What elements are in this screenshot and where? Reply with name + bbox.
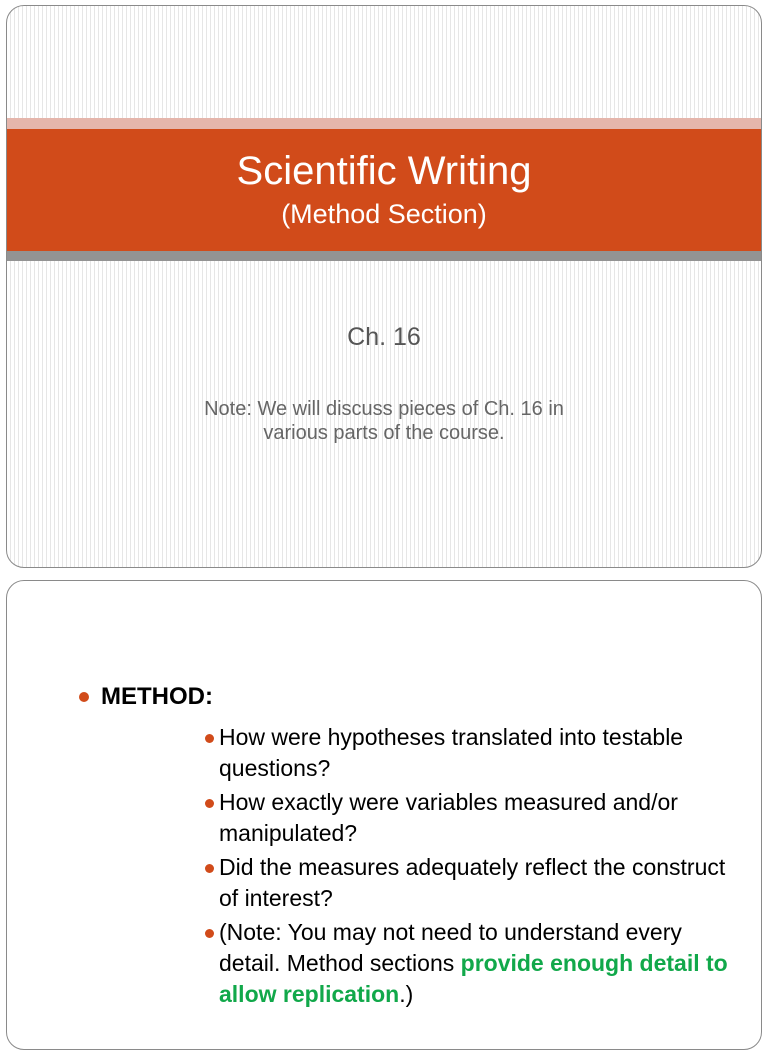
title-band-bottom-stripe xyxy=(7,251,761,261)
bullet-icon xyxy=(205,864,214,873)
method-heading-item xyxy=(7,681,761,1010)
bullet-icon xyxy=(205,734,214,743)
replication-highlight: provide enough detail to allow replication xyxy=(219,950,728,1007)
method-heading: METHOD: xyxy=(101,683,213,710)
chapter-label: Ch. 16 xyxy=(347,323,421,351)
title-slide xyxy=(6,5,762,568)
list-item-text-before: (Note: You may not need to understand every detail. Method sections xyxy=(219,919,682,976)
slide-title: Scientific Writing xyxy=(236,149,532,193)
course-note-line-2: various parts of the course. xyxy=(263,422,505,444)
title-band xyxy=(7,129,761,251)
method-slide xyxy=(6,580,762,1050)
bullet-list xyxy=(7,681,761,1013)
list-item xyxy=(101,722,761,784)
bullet-icon xyxy=(205,929,214,938)
list-item xyxy=(101,787,761,849)
title-band-top-stripe xyxy=(7,118,761,129)
list-item xyxy=(101,917,761,1010)
course-note-line-1: Note: We will discuss pieces of Ch. 16 in xyxy=(204,398,564,420)
list-item-text: How were hypotheses translated into testable questions? xyxy=(219,724,684,781)
bullet-icon xyxy=(79,692,89,702)
list-item-text: How exactly were variables measured and/or manipulated? xyxy=(219,789,678,846)
bullet-icon xyxy=(205,799,214,808)
method-sub-list xyxy=(101,722,761,1010)
list-item-text: Did the measures adequately reflect the construct of interest? xyxy=(219,854,726,911)
slide-subtitle: (Method Section) xyxy=(281,199,487,229)
list-item-text-after: .) xyxy=(399,981,414,1007)
list-item xyxy=(101,852,761,914)
course-note xyxy=(7,397,761,445)
